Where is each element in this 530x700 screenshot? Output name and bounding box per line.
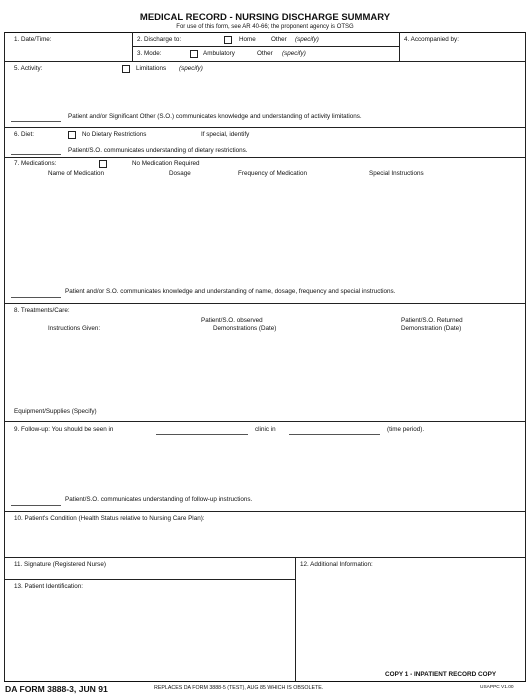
frame-right — [525, 32, 526, 682]
date-time-label: 1. Date/Time: — [14, 36, 52, 43]
patient-identification-label: 13. Patient Identification: — [14, 583, 83, 590]
rule-after-6 — [4, 157, 526, 158]
additional-information-label: 12. Additional Information: — [300, 561, 373, 568]
diet-no-restrictions-label: No Dietary Restrictions — [82, 131, 147, 138]
activity-limitations-label: Limitations — [136, 65, 167, 72]
med-col-frequency: Frequency of Medication — [238, 170, 307, 177]
discharge-home-label: Home — [239, 36, 256, 43]
mode-label: 3. Mode: — [137, 50, 162, 57]
discharge-home-checkbox[interactable] — [224, 36, 232, 44]
diet-understanding-text: Patient/S.O. communicates understanding of dietary restrictions. — [68, 147, 248, 154]
activity-understanding-text: Patient and/or Significant Other (S.O.) communicates knowledge and understanding of activity limitations. — [68, 113, 362, 120]
no-medication-label: No Medication Required — [132, 160, 200, 167]
form-subtitle: For use of this form, see AR 40-66; the proponent agency is OTSG — [176, 24, 354, 30]
mode-other-label: Other — [257, 50, 273, 57]
patient-condition-label: 10. Patient's Condition (Health Status relative to Nursing Care Plan): — [14, 515, 205, 522]
med-col-name: Name of Medication — [48, 170, 104, 177]
replaces-notice: REPLACES DA FORM 3888-5 (TEST), AUG 85 WHICH IS OBSOLETE. — [154, 685, 324, 691]
observed-header-line2: Demonstrations (Date) — [213, 325, 277, 332]
rule-after-10 — [4, 557, 526, 558]
version-label: USAPPC V1.00 — [480, 685, 514, 690]
form-title: MEDICAL RECORD - NURSING DISCHARGE SUMMARY — [139, 12, 391, 23]
accompanied-by-label: 4. Accompanied by: — [404, 36, 459, 43]
diet-initials-line[interactable] — [11, 154, 61, 155]
copy-designation: COPY 1 - INPATIENT RECORD COPY — [385, 671, 497, 678]
follow-up-understanding-text: Patient/S.O. communicates understanding of follow-up instructions. — [65, 496, 253, 503]
follow-up-label: 9. Follow-up: You should be seen in — [14, 426, 114, 433]
medications-understanding-text: Patient and/or S.O. communicates knowledge and understanding of name, dosage, frequency and special instructions. — [65, 288, 396, 295]
divider-3-4 — [399, 32, 400, 61]
discharge-other-label: Other — [271, 36, 287, 43]
activity-limitations-checkbox[interactable] — [122, 65, 130, 73]
rule-after-1-4 — [4, 61, 526, 62]
no-medication-checkbox[interactable] — [99, 160, 107, 168]
top-rule — [4, 32, 526, 33]
rule-after-11 — [4, 579, 295, 580]
mode-ambulatory-label: Ambulatory — [203, 50, 235, 57]
follow-up-initials-line[interactable] — [11, 505, 61, 506]
bottom-rule — [4, 681, 526, 682]
divider-11-12 — [295, 557, 296, 681]
discharge-to-label: 2. Discharge to: — [137, 36, 182, 43]
divider-2-3 — [132, 46, 399, 47]
activity-initials-line[interactable] — [11, 121, 61, 122]
form-number: DA FORM 3888-3, JUN 91 — [5, 684, 108, 694]
rule-after-5 — [4, 127, 526, 128]
follow-up-time-line[interactable] — [289, 434, 380, 435]
med-col-special: Special Instructions — [369, 170, 424, 177]
med-col-dosage: Dosage — [169, 170, 191, 177]
mode-ambulatory-checkbox[interactable] — [190, 50, 198, 58]
observed-header-line1: Patient/S.O. observed — [201, 317, 263, 324]
medications-label: 7. Medications: — [14, 160, 57, 167]
follow-up-time-period: (time period). — [387, 426, 425, 433]
mode-other-specify: (specify) — [282, 50, 306, 57]
equipment-supplies-label: Equipment/Supplies (Specify) — [14, 408, 97, 415]
activity-label: 5. Activity: — [14, 65, 43, 72]
diet-if-special-label: If special, identify — [201, 131, 250, 138]
diet-no-restrictions-checkbox[interactable] — [68, 131, 76, 139]
medications-initials-line[interactable] — [11, 297, 61, 298]
diet-label: 6. Diet: — [14, 131, 34, 138]
returned-header-line2: Demonstration (Date) — [401, 325, 462, 332]
treatments-label: 8. Treatments/Care: — [14, 307, 70, 314]
discharge-other-specify: (specify) — [295, 36, 319, 43]
follow-up-clinic-in-label: clinic in — [255, 426, 276, 433]
returned-header-line1: Patient/S.O. Returned — [401, 317, 463, 324]
rule-after-9 — [4, 511, 526, 512]
frame-left — [4, 32, 5, 682]
rule-after-7 — [4, 303, 526, 304]
follow-up-seen-in-line[interactable] — [156, 434, 248, 435]
instructions-given-label: Instructions Given: — [48, 325, 101, 332]
activity-limitations-specify: (specify) — [179, 65, 203, 72]
rule-after-8 — [4, 421, 526, 422]
rn-signature-label: 11. Signature (Registered Nurse) — [14, 561, 106, 568]
